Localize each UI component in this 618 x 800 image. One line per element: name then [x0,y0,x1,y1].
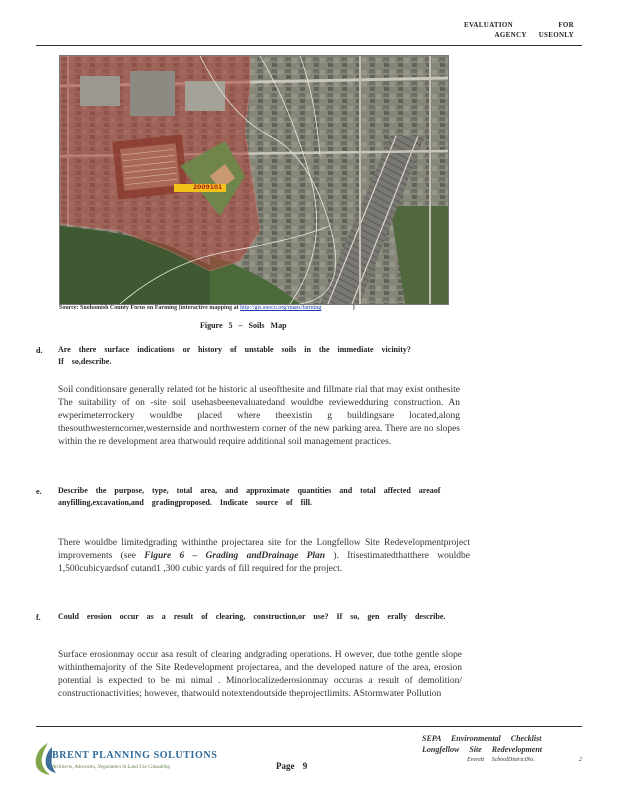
source-link[interactable]: http://gis.snoco.org/maps/farming [240,305,322,311]
map-source-note [59,305,459,311]
checklist-district-number: 2 [579,757,582,763]
logo-tagline: Architects, Advocates, Negotiators in Land Use Consulting [52,765,171,770]
footer-rule [36,726,582,727]
question-e-label: e. [36,487,42,496]
page-number: Page 9 [276,761,308,771]
figure-caption: Figure 5 – Soils Map [200,321,287,330]
question-e-answer-post: ). Itisestimatedthatthere wouldbe 1,500cubicyardsof cutand1 ,300 cubic yards of fill required for the project. [58,551,471,574]
soils-map-image [59,55,449,305]
question-e-answer [58,537,470,576]
question-d-text: Are there surface indications or history of unstable soils in the immediate vicinity? If so,describe. [58,345,411,366]
question-e-text: Describe the purpose, type, total area, and approximate quantities and total affected areaof anyfilling,excavation,and gradingproposed. Indicate source of fill. [58,486,441,507]
question-d-answer: Soil conditionsare generally related tot he historic al useofthesite and fillmate rial that may exist onthesite The suitability of on -site soil usehasbeenevaluatedand wouldbe reviewedduring construction. An ewperimeterrockery wouldbe placed where theexistin g buildingsare located,along thesouthwesterncorner,westernside and northwestern corner of the new parking area. There are no slopes within the re development area thatwould require additional soil management practices. [58,385,460,447]
question-f-answer: Surface erosionmay occur asa result of clearing andgrading operations. H owever, due tothe gentle slope withinthemajority of the Site Redevelopment projectarea, and the developed nature of the area, erosion potential is expected to be mi nimal . Minorlocalizederosionmay occuras a result of demolition/ constructionactivities; however, thatwould notextendoutside theprojectlimits. AStormwater Pollution [58,650,462,699]
header-agency: AGENCY [494,31,527,39]
header-rule [36,45,582,46]
checklist-district: Everett SchoolDistrictNo. [467,757,535,763]
question-e-answer-pre: There wouldbe limitedgrading withinthe projectarea site for the Longfellow Site Redevelopmentproject improvements (see [58,538,470,561]
checklist-district-row [422,755,582,766]
header-for: FOR [558,21,574,29]
parcel-number-label: 2009101 [193,184,223,191]
source-text: Source: Snohomish County Focus on Farming (interactive mapping at [59,305,239,311]
checklist-footer [422,733,582,766]
question-f-text: Could erosion occur as a result of clearing, construction,or use? If so, gen erally describe. [58,612,446,621]
header-use-only: USEONLY [538,31,574,39]
question-d-label: d. [36,346,43,355]
agency-use-header [464,20,574,40]
figure-6-reference: Figure 6 – Grading andDrainage Plan [144,551,326,561]
brent-planning-logo [30,741,230,781]
question-f-label: f. [36,613,41,622]
logo-name: BRENT PLANNING SOLUTIONS [52,750,218,761]
header-evaluation: EVALUATION [464,21,514,29]
checklist-title: SEPA Environmental Checklist [422,734,542,743]
source-close: ) [352,305,355,311]
checklist-project: Longfellow Site Redevelopment [422,745,542,754]
